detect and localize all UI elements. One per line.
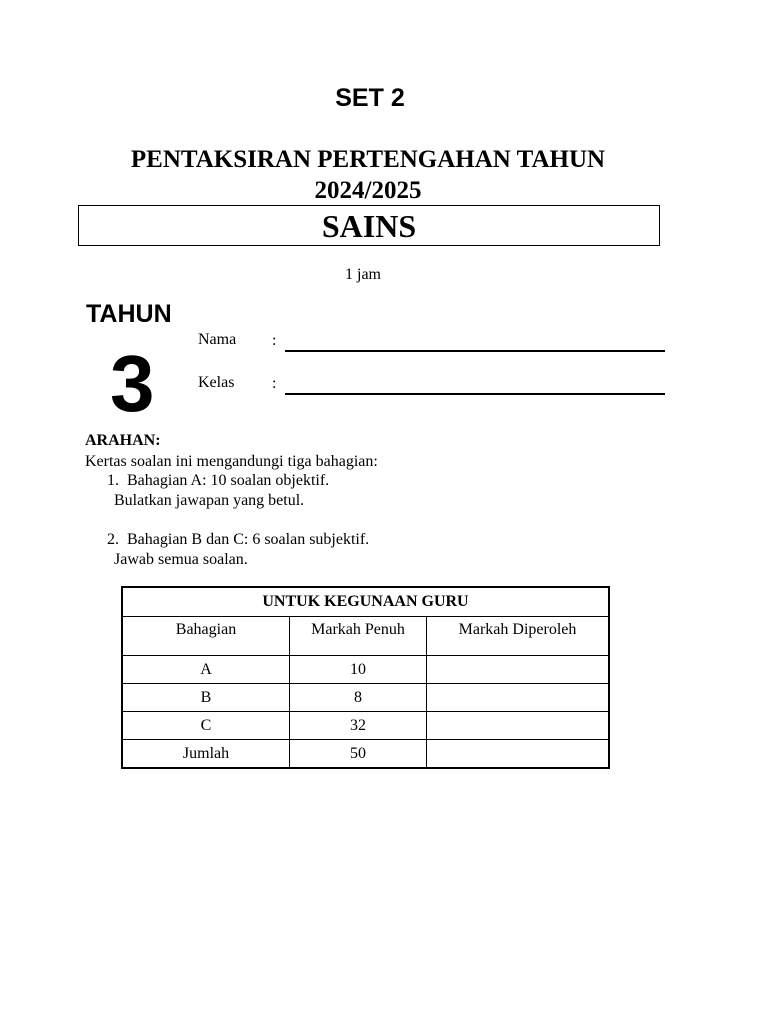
exam-title-year: 2024/2025 [314,177,422,204]
column-header-section: Bahagian [122,617,290,656]
total-full-marks-cell: 50 [290,740,427,769]
instruction-item-2 [107,530,369,550]
teacher-use-table [121,586,610,769]
full-marks-cell: 8 [290,684,427,712]
table-title: UNTUK KEGUNAAN GURU [122,587,609,617]
name-field[interactable] [285,350,665,352]
marks-obtained-cell[interactable] [427,712,610,740]
class-field[interactable] [285,393,665,395]
instruction-item-1-text: Bahagian A: 10 soalan objektif. [127,472,330,489]
instructions-intro: Kertas soalan ini mengandungi tiga bahagian: [85,453,378,470]
column-header-full-marks: Markah Penuh [290,617,427,656]
table-row [122,656,609,684]
full-marks-cell: 10 [290,656,427,684]
table-row [122,712,609,740]
instruction-item-2-number: 2. [107,531,119,548]
table-row-total [122,740,609,769]
class-colon: : [272,375,277,392]
instruction-item-1-number: 1. [107,472,119,489]
year-label: TAHUN [86,300,172,328]
name-label: Nama [198,331,237,348]
full-marks-cell: 32 [290,712,427,740]
table-row [122,684,609,712]
class-label: Kelas [198,374,235,391]
instruction-item-1-note: Bulatkan jawapan yang betul. [114,492,305,509]
section-cell: B [122,684,290,712]
marks-obtained-cell[interactable] [427,684,610,712]
name-colon: : [272,332,277,349]
section-cell: A [122,656,290,684]
instruction-item-1 [107,471,329,491]
subject-name: SAINS [321,208,417,244]
instruction-item-2-note: Jawab semua soalan. [114,551,248,568]
total-marks-obtained-cell[interactable] [427,740,610,769]
subject-box [78,205,660,246]
exam-title-line1: PENTAKSIRAN PERTENGAHAN TAHUN [130,146,606,173]
instruction-item-2-text: Bahagian B dan C: 6 soalan subjektif. [127,531,370,548]
exam-title [0,144,736,206]
total-label-cell: Jumlah [122,740,290,769]
marks-obtained-cell[interactable] [427,656,610,684]
year-number: 3 [110,339,155,428]
set-label: SET 2 [335,84,405,112]
instructions-title: ARAHAN: [85,432,161,449]
column-header-marks-obtained: Markah Diperoleh [427,617,610,656]
duration: 1 jam [345,266,381,283]
section-cell: C [122,712,290,740]
